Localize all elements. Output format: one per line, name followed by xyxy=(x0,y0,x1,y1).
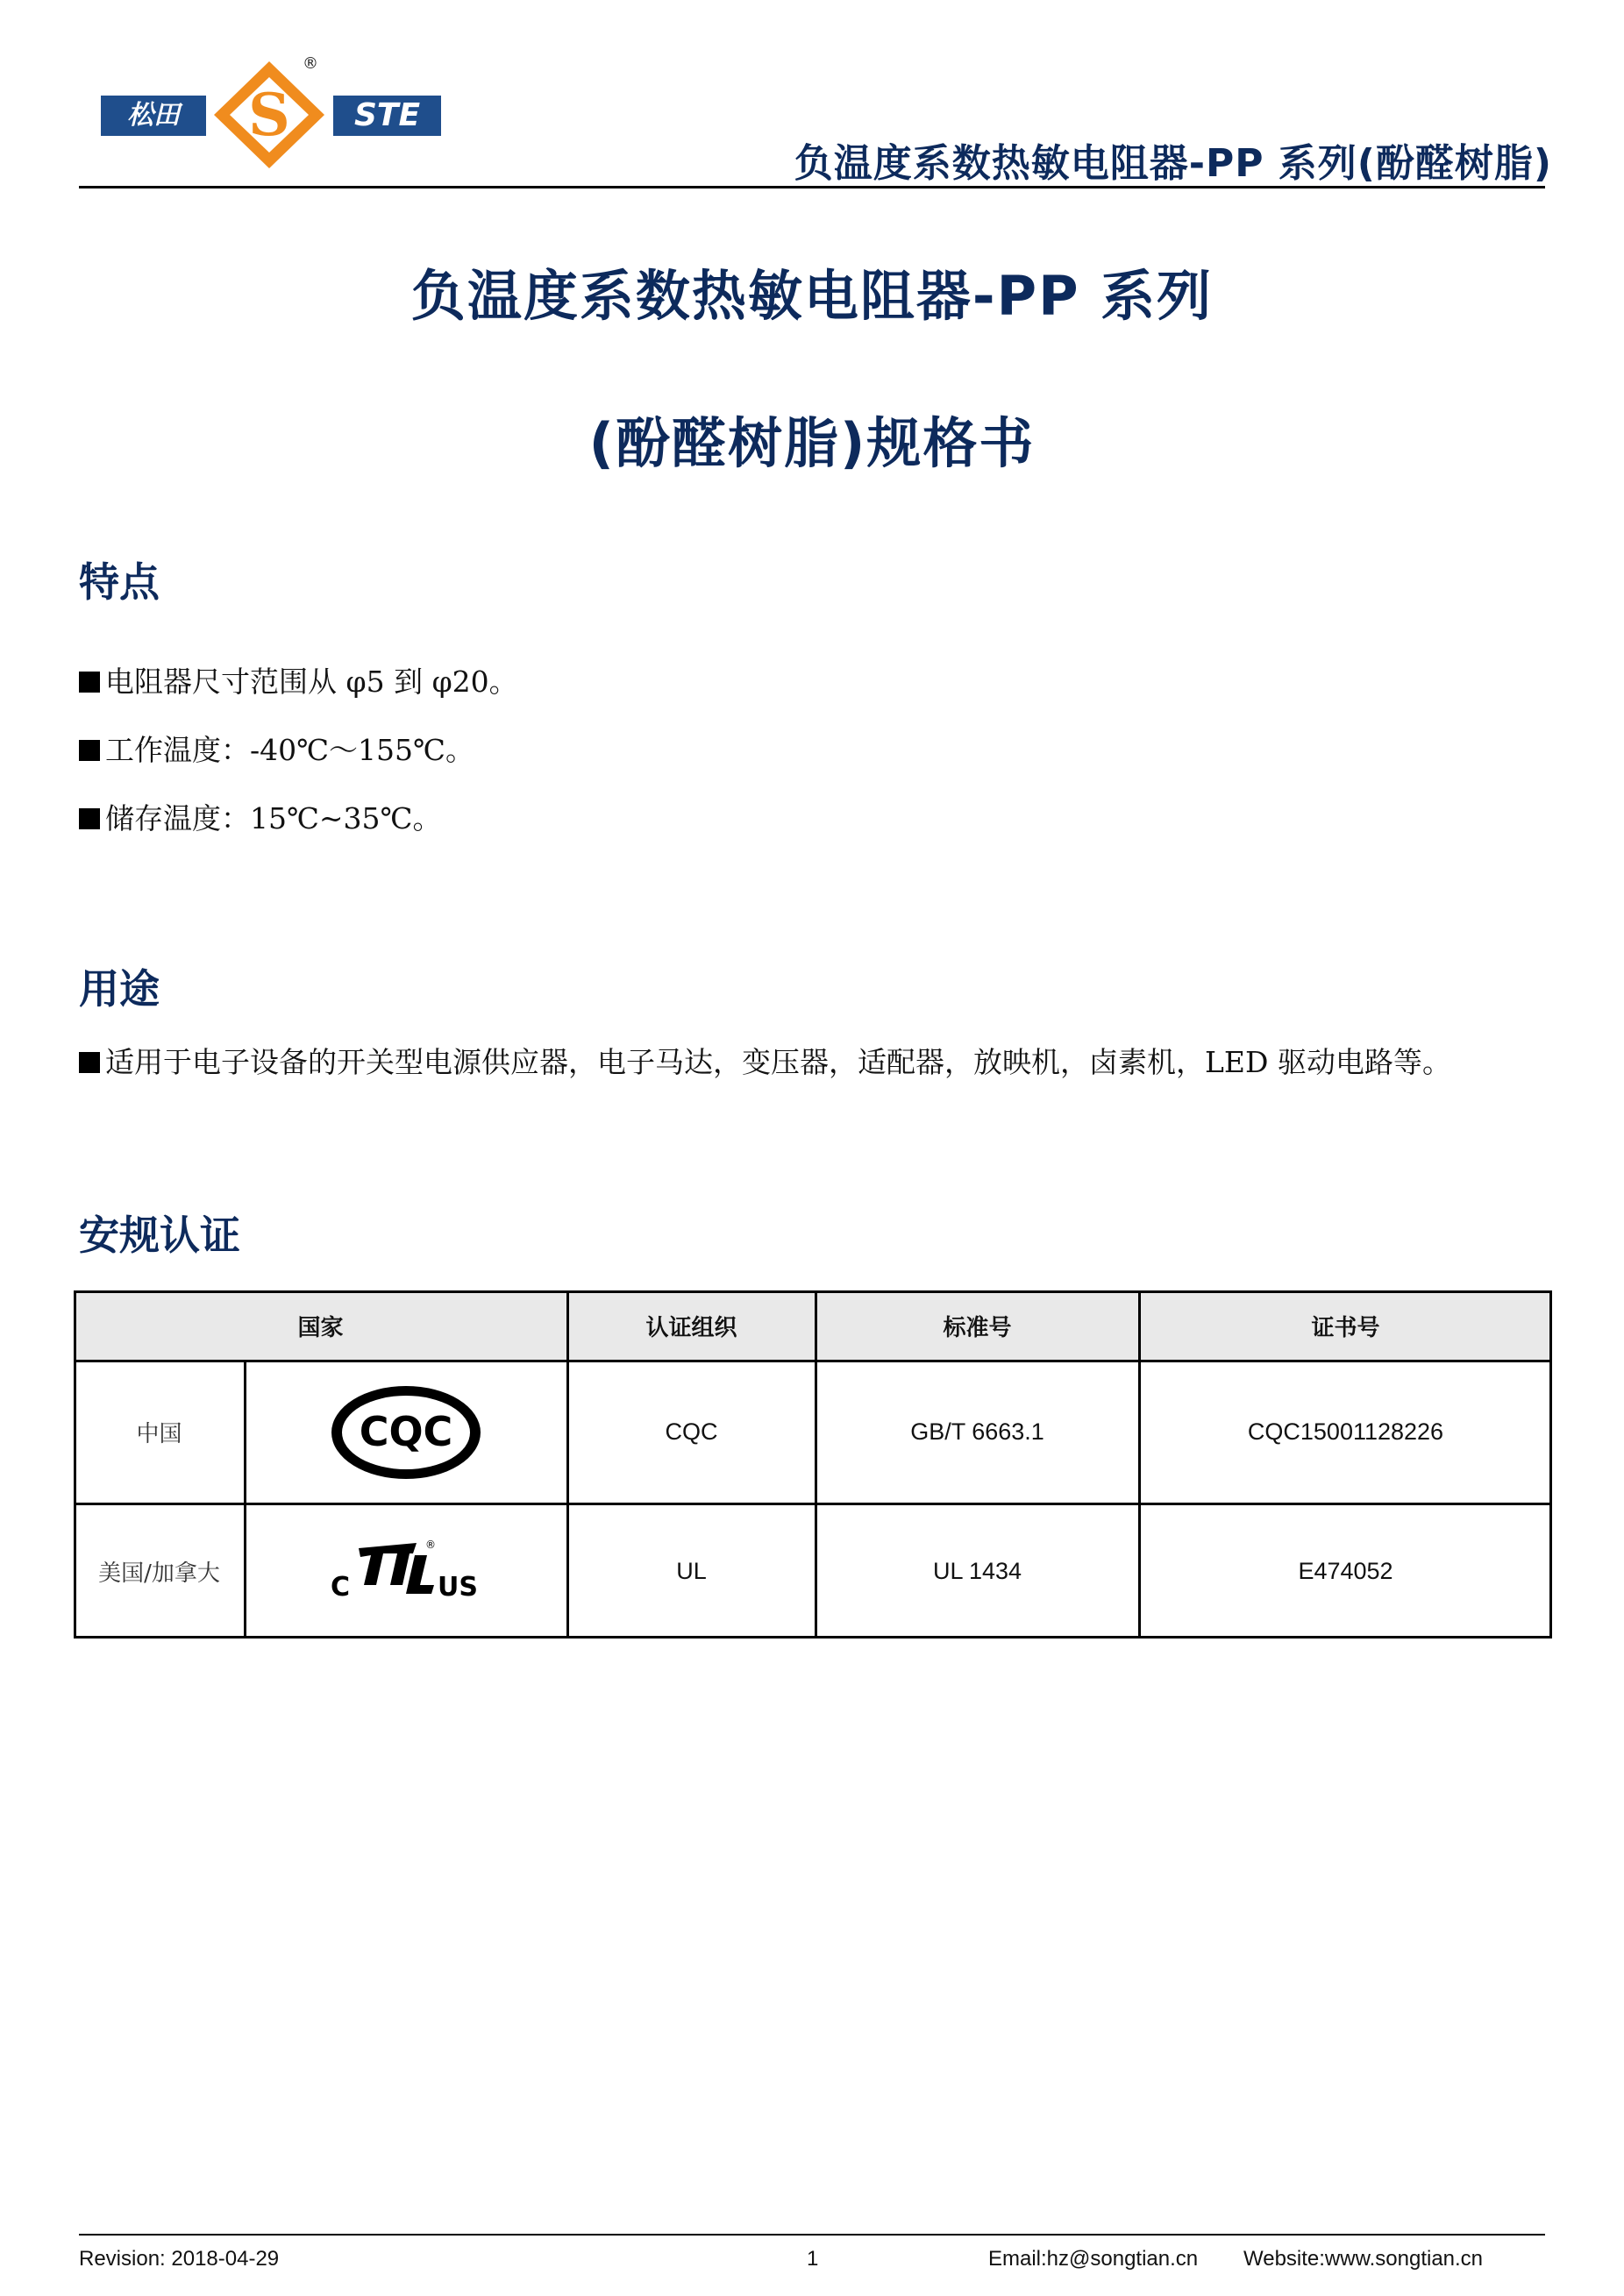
bullet-square-icon xyxy=(79,740,100,761)
cqc-logo-icon xyxy=(327,1382,485,1483)
svg-text:C: C xyxy=(331,1572,351,1603)
certification-table xyxy=(74,1290,1552,1638)
footer-revision: Revision: 2018-04-29 xyxy=(79,2247,280,2271)
bullet-square-icon xyxy=(79,1052,100,1073)
usage-text: 适用于电子设备的开关型电源供应器，电子马达，变压器，适配器，放映机，卤素机，LED 驱动电路等。 xyxy=(79,1041,1548,1084)
svg-text:S: S xyxy=(248,81,290,149)
table-cell-country: 中国 xyxy=(136,1421,182,1447)
table-border xyxy=(74,1360,1552,1362)
table-border xyxy=(74,1290,1552,1293)
header-divider xyxy=(79,186,1545,188)
logo-s-emblem-icon xyxy=(210,60,329,170)
table-cell-org: UL xyxy=(676,1557,707,1584)
footer-website: Website:www.songtian.cn xyxy=(1243,2247,1484,2271)
table-cell-country: 美国/加拿大 xyxy=(98,1560,220,1587)
cqc-logo xyxy=(245,1361,567,1503)
footer-page-number: 1 xyxy=(807,2247,819,2271)
feature-item: 工作温度：-40℃～155℃。 xyxy=(79,728,474,769)
footer-email: Email:hz@songtian.cn xyxy=(988,2247,1199,2271)
table-cell-org: CQC xyxy=(665,1418,718,1445)
registered-mark: ® xyxy=(303,54,318,73)
feature-item: 储存温度：15℃~35℃。 xyxy=(79,796,441,837)
bullet-square-icon xyxy=(79,808,100,829)
document-title-line2: (酚醛树脂)规格书 xyxy=(588,411,1036,475)
table-cell-cert: CQC15001128226 xyxy=(1247,1418,1444,1445)
column-header-org: 认证组织 xyxy=(567,1290,816,1361)
table-cell-standard: GB/T 6663.1 xyxy=(910,1418,1044,1445)
logo-english-text: STE xyxy=(333,96,441,136)
table-cell-cert: E474052 xyxy=(1298,1557,1393,1584)
table-border xyxy=(244,1361,246,1638)
table-border xyxy=(1549,1290,1552,1638)
svg-text:CQC: CQC xyxy=(359,1407,453,1455)
document-title-line1: 负温度系数热敏电阻器-PP 系列 xyxy=(410,264,1214,328)
features-heading: 特点 xyxy=(79,558,160,606)
svg-text:US: US xyxy=(438,1572,478,1603)
feature-item: 电阻器尺寸范围从 φ5 到 φ20。 xyxy=(79,659,518,700)
table-border xyxy=(566,1290,569,1638)
table-border xyxy=(74,1503,1552,1505)
company-logo xyxy=(101,54,443,174)
table-border xyxy=(1138,1290,1141,1638)
table-border xyxy=(74,1636,1552,1638)
footer-divider xyxy=(79,2234,1545,2236)
column-header-cert: 证书号 xyxy=(1139,1290,1552,1361)
table-border xyxy=(74,1290,76,1638)
cul-us-logo xyxy=(245,1503,567,1638)
cul-us-logo-icon xyxy=(329,1536,483,1606)
logo-chinese-text: 松田 xyxy=(101,96,206,136)
svg-text:®: ® xyxy=(425,1539,436,1551)
certification-heading: 安规认证 xyxy=(79,1212,240,1259)
table-border xyxy=(815,1290,817,1638)
table-cell-standard: UL 1434 xyxy=(932,1557,1022,1584)
usage-heading: 用途 xyxy=(79,965,160,1013)
header-title: 负温度系数热敏电阻器-PP 系列(酚醛树脂) xyxy=(794,141,1552,186)
bullet-square-icon xyxy=(79,672,100,693)
column-header-standard: 标准号 xyxy=(816,1290,1139,1361)
column-header-country: 国家 xyxy=(74,1290,567,1361)
